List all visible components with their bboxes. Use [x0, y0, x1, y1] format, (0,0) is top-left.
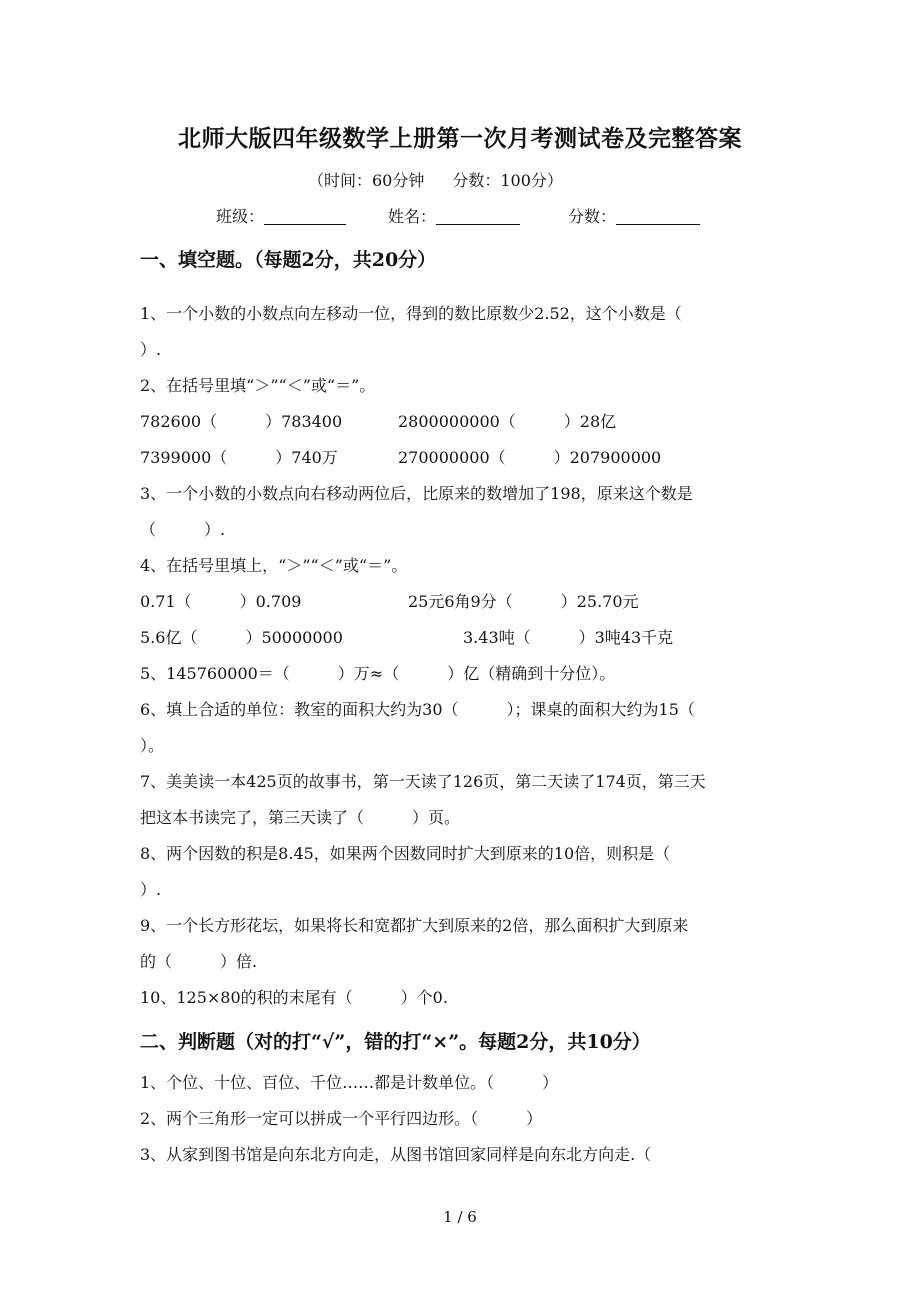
- question-1-line-1: 1、一个小数的小数点向左移动一位，得到的数比原数少2.52，这个小数是（: [140, 304, 682, 323]
- question-9-line-2: 的（ ）倍.: [140, 952, 258, 971]
- question-2-item-1: 782600（ ）783400: [140, 412, 343, 431]
- page-number: 1 / 6: [443, 1208, 477, 1226]
- score-field: [568, 204, 700, 227]
- section-true-false-heading: 二、判断题（对的打“√”，错的打“×”。每题2分，共10分）: [140, 1031, 651, 1053]
- total-score: 分数：100分）: [452, 171, 563, 190]
- question-4-item-2: 25元6角9分（ ）25.70元: [408, 592, 639, 611]
- question-2-item-3: 7399000（ ）740万: [140, 448, 338, 467]
- class-label: 班级：: [216, 207, 265, 226]
- time-limit: （时间：60分钟: [308, 171, 425, 190]
- question-5: 5、145760000＝（ ）万≈（ ）亿（精确到十分位）。: [140, 664, 616, 683]
- question-3-line-2: （ ）.: [140, 520, 226, 539]
- score-blank[interactable]: [616, 208, 700, 225]
- question-7-line-2: 把这本书读完了，第三天读了（ ）页。: [140, 808, 461, 827]
- question-10: 10、125×80的积的末尾有（ ）个0.: [140, 988, 448, 1007]
- question-2-stem: 2、在括号里填“＞”“＜”或“＝”。: [140, 376, 376, 395]
- class-blank[interactable]: [264, 208, 346, 225]
- judge-question-1: 1、个位、十位、百位、千位……都是计数单位。（ ）: [140, 1073, 559, 1092]
- name-blank[interactable]: [436, 208, 520, 225]
- question-1-line-2: ）.: [140, 340, 162, 359]
- section-fill-in-heading: 一、填空题。（每题2分，共20分）: [140, 249, 437, 271]
- name-field: [388, 204, 520, 227]
- exam-meta: [308, 168, 563, 191]
- question-4-item-3: 5.6亿（ ）50000000: [140, 628, 343, 647]
- question-3-line-1: 3、一个小数的小数点向右移动两位后，比原来的数增加了198，原来这个数是: [140, 484, 693, 503]
- question-7-line-1: 7、美美读一本425页的故事书，第一天读了126页，第二天读了174页，第三天: [140, 772, 706, 791]
- question-6-line-2: ）。: [140, 736, 165, 755]
- judge-question-2: 2、两个三角形一定可以拼成一个平行四边形。（ ）: [140, 1109, 543, 1128]
- question-2-item-2: 2800000000（ ）28亿: [398, 412, 617, 431]
- page-title: 北师大版四年级数学上册第一次月考测试卷及完整答案: [178, 125, 742, 152]
- class-field: [216, 204, 346, 227]
- question-4-item-1: 0.71（ ）0.709: [140, 592, 302, 611]
- question-2-item-4: 270000000（ ）207900000: [398, 448, 662, 467]
- judge-question-3: 3、从家到图书馆是向东北方向走，从图书馆回家同样是向东北方向走.（: [140, 1145, 652, 1164]
- question-4-item-4: 3.43吨（ ）3吨43千克: [463, 628, 674, 647]
- question-9-line-1: 9、一个长方形花坛，如果将长和宽都扩大到原来的2倍，那么面积扩大到原来: [140, 916, 689, 935]
- name-label: 姓名：: [388, 207, 437, 226]
- question-4-stem: 4、在括号里填上，“＞”“＜”或“＝”。: [140, 556, 408, 575]
- score-label: 分数：: [568, 207, 617, 226]
- question-6-line-1: 6、填上合适的单位：教室的面积大约为30（ ）；课桌的面积大约为15（: [140, 700, 695, 719]
- question-8-line-2: ）.: [140, 880, 162, 899]
- question-8-line-1: 8、两个因数的积是8.45，如果两个因数同时扩大到原来的10倍，则积是（: [140, 844, 671, 863]
